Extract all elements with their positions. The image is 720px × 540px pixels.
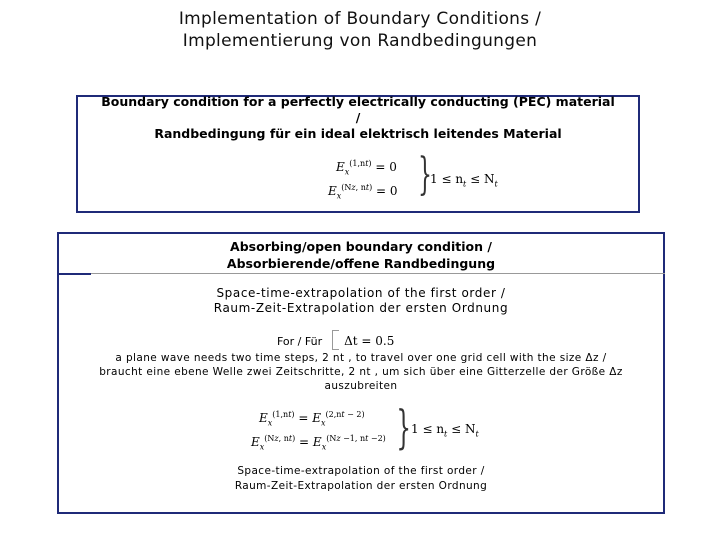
explanation-paragraph [59,351,663,393]
for-line [277,330,394,350]
bracket-icon [332,330,339,350]
extrapolation-heading [59,286,663,316]
title-line-2: Implementierung von Randbedingungen [182,31,538,51]
pec-equation-2: $E_x^{(Nz, nt)} = 0$ [328,183,398,201]
absorbing-condition-box [57,232,665,274]
note-line-2: Raum-Zeit-Extrapolation der ersten Ordnung [234,480,488,492]
extrapolation-heading-line-1: Space-time-extrapolation of the first order / [216,286,506,300]
absorbing-heading [59,238,663,272]
delta-t-equation: Δt = 0.5 [344,334,395,348]
page-title [0,8,720,52]
pec-range-start: 1 ≤ n [430,172,464,186]
title-line-1: Implementation of Boundary Conditions / [178,9,542,29]
pec-condition-box [76,95,640,213]
for-label: For / Für [277,335,323,348]
absorbing-equation-2: $E_x^{(Nz, nt)} = E_x^{(Nz -1, nt -2)}$ [251,434,386,452]
pec-equation-1: $E_x^{(1,nt)} = 0$ [336,159,397,177]
extrapolation-note [59,464,663,494]
pec-eq2-rhs: = 0 [376,184,398,198]
absorbing-heading-line-1: Absorbing/open boundary condition / [230,239,492,254]
pec-range-end: ≤ N [470,172,495,186]
absorbing-heading-line-2: Absorbierende/offene Randbedingung [226,256,496,271]
absorbing-equation-1: $E_x^{(1,nt)} = E_x^{(2,nt - 2)}$ [259,410,365,428]
pec-heading-line-2: / [355,110,361,125]
extrapolation-heading-line-2: Raum-Zeit-Extrapolation der ersten Ordnung [213,301,509,315]
right-brace-icon-2: } [396,400,411,454]
pec-heading-line-1: Boundary condition for a perfectly electrically conducting (PEC) material [101,94,615,109]
absorbing-range-condition: $1 \le n_t \le N_t$ [411,422,479,439]
pec-eq1-rhs: = 0 [375,160,397,174]
pec-range-condition: $1 \le n_t \le N_t$ [430,172,498,189]
extrapolation-box [57,274,665,514]
explanation-line-3: auszubreiten [324,380,398,392]
explanation-line-2: braucht eine ebene Welle zwei Zeitschritte, 2 nt , um sich über eine Gitterzelle der Größe Δz [99,366,623,378]
right-brace-icon: } [418,149,432,200]
note-line-1: Space-time-extrapolation of the first order / [237,465,485,477]
pec-heading-line-3: Randbedingung für ein ideal elektrisch leitendes Material [154,126,562,141]
explanation-line-1: a plane wave needs two time steps, 2 nt , to travel over one grid cell with the size Δz / [115,352,607,364]
pec-heading [78,94,638,142]
